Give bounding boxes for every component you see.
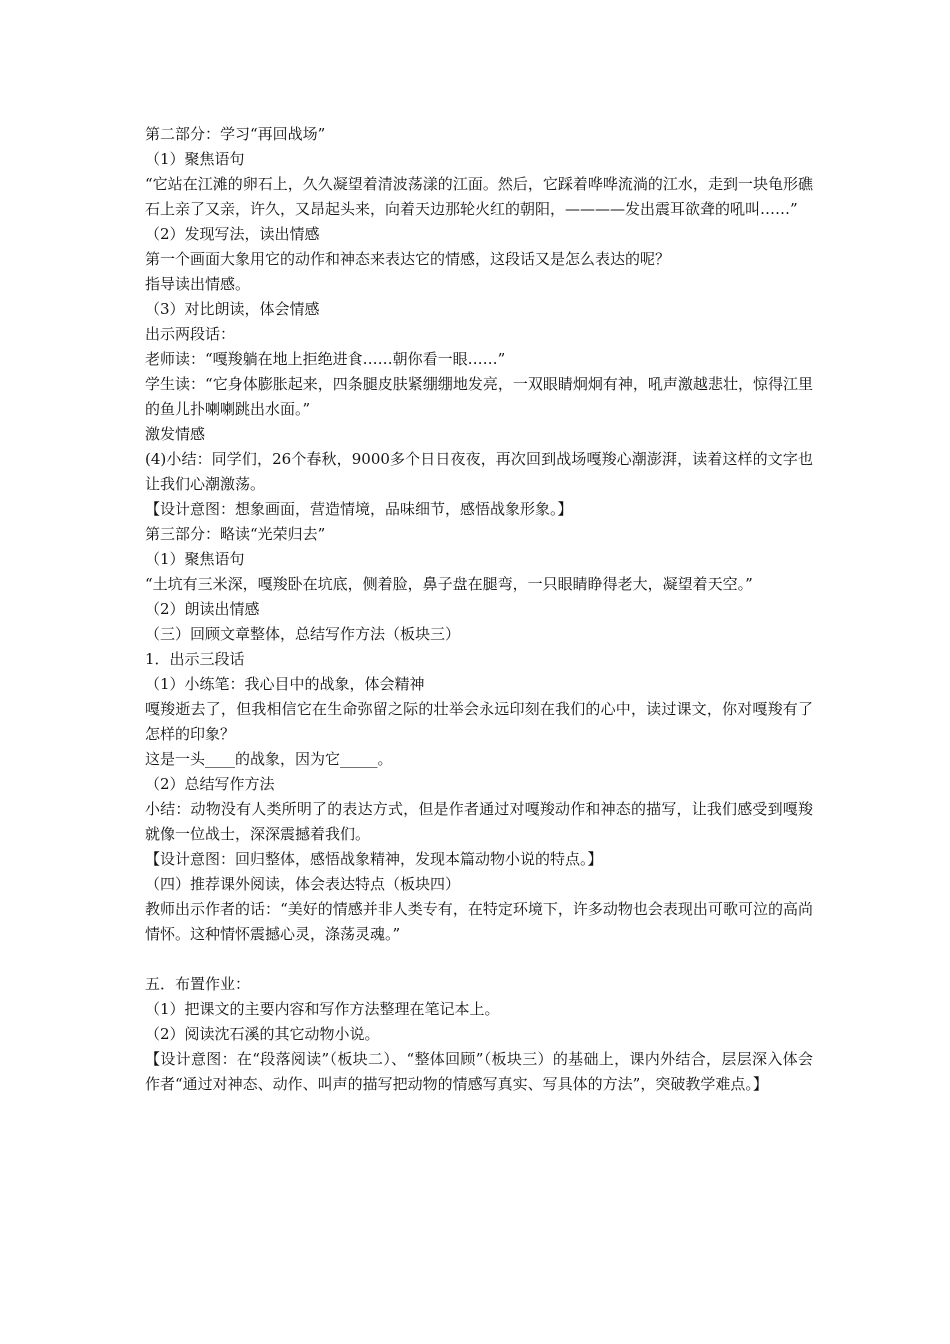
student-reading: 学生读：“它身体膨胀起来，四条腿皮肤紧绷绷地发亮，一双眼睛炯炯有神，吼声激越悲壮，惊得江里的鱼儿扑喇喇跳出水面。” [145,375,813,418]
paragraph: 嘎羧逝去了，但我相信它在生命弥留之际的壮举会永远印刻在我们的心中，读过课文，你对嘎羧有了怎样的印象？ [145,700,813,743]
step-heading: （1）小练笔：我心目中的战象，体会精神 [145,675,425,693]
paragraph: 第一个画面大象用它的动作和神态来表达它的情感，这段话又是怎么表达的呢？ [145,250,671,268]
author-quote-paragraph: 教师出示作者的话：“美好的情感并非人类专有，在特定环境下，许多动物也会表现出可歌可泣的高尚情怀。这种情怀震撼心灵，涤荡灵魂。” [145,900,813,943]
fill-in-blank-sentence: 这是一头____的战象，因为它_____。 [145,750,393,768]
section-heading-block-three: （三）回顾文章整体，总结写作方法（板块三） [145,625,461,643]
design-intent-note: 【设计意图：在“段落阅读”（板块二）、“整体回顾”（板块三）的基础上，课内外结合，层层深入体会作者“通过对神态、动作、叫声的描写把动物的情感写真实、写具体的方法”，突破教学难点。】 [145,1050,813,1093]
quoted-passage: “它站在江滩的卵石上，久久凝望着清波荡漾的江面。然后，它踩着哗哗流淌的江水，走到一块龟形礁石上亲了又亲，许久，又昂起头来，向着天边那轮火红的朝阳，————发出震耳欲聋的吼叫……” [145,175,813,218]
step-heading: （2）总结写作方法 [145,775,275,793]
homework-heading: 五．布置作业： [145,975,251,993]
paragraph: 激发情感 [145,425,206,443]
section-heading-block-four: （四）推荐课外阅读，体会表达特点（板块四） [145,875,461,893]
step-heading: （1）聚焦语句 [145,550,245,568]
quoted-passage: “土坑有三米深，嘎羧卧在坑底，侧着脸，鼻子盘在腿弯，一只眼睛睁得老大，凝望着天空。” [145,575,753,593]
summary-paragraph: (4)小结：同学们，26个春秋，9000多个日日夜夜，再次回到战场嘎羧心潮澎湃，读着这样的文字也让我们心潮激荡。 [145,450,813,493]
paragraph: 指导读出情感。 [145,275,251,293]
step-heading: （3）对比朗读，体会情感 [145,300,320,318]
section-heading-part-three: 第三部分：略读“光荣归去” [145,525,326,543]
step-heading: （2）朗读出情感 [145,600,260,618]
homework-item: （1）把课文的主要内容和写作方法整理在笔记本上。 [145,1000,500,1018]
homework-item: （2）阅读沈石溪的其它动物小说。 [145,1025,380,1043]
step-heading: （1）聚焦语句 [145,150,245,168]
numbered-item: 1．出示三段话 [145,650,245,668]
teacher-reading: 老师读：“嘎羧躺在地上拒绝进食……朝你看一眼……” [145,350,506,368]
design-intent-note: 【设计意图：想象画面，营造情境，品味细节，感悟战象形象。】 [145,500,573,518]
design-intent-note: 【设计意图：回归整体，感悟战象精神，发现本篇动物小说的特点。】 [145,850,603,868]
section-heading-part-two: 第二部分：学习“再回战场” [145,125,326,143]
summary-paragraph: 小结：动物没有人类所明了的表达方式，但是作者通过对嘎羧动作和神态的描写，让我们感受到嘎羧就像一位战士，深深震撼着我们。 [145,800,813,843]
document-page [145,122,813,1097]
blank-line [145,947,813,972]
paragraph: 出示两段话： [145,325,236,343]
step-heading: （2）发现写法，读出情感 [145,225,320,243]
